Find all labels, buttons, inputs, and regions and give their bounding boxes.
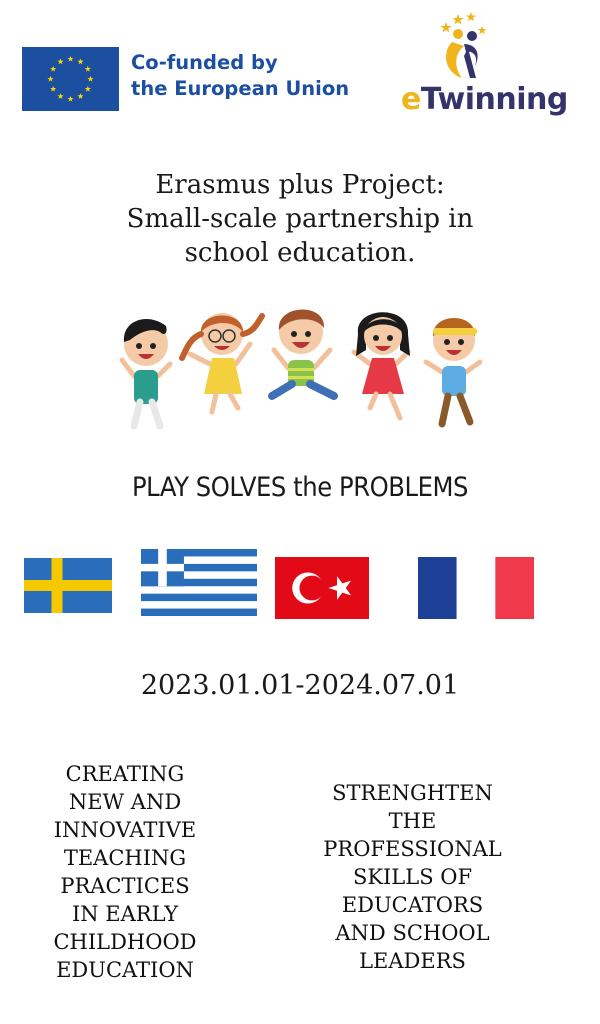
child-4-illustration — [354, 312, 410, 418]
goal-left-line: IN EARLY — [71, 902, 179, 926]
goal-left-line: INNOVATIVE — [53, 818, 197, 842]
title-line-3: school education. — [184, 238, 416, 268]
goal-right-line: LEADERS — [359, 949, 466, 973]
goal-left-line: EDUCATION — [56, 958, 194, 982]
jumping-children-illustration — [108, 298, 493, 438]
title-line-1: Erasmus plus Project: — [155, 170, 445, 200]
goal-right-line: SKILLS OF — [352, 865, 473, 889]
etwinning-logo-icon — [432, 8, 488, 88]
eu-cofunded-text — [131, 50, 349, 102]
goal-right-line: EDUCATORS — [341, 893, 484, 917]
child-2-illustration — [182, 313, 262, 412]
title-line-2: Small-scale partnership in — [126, 204, 474, 234]
child-1-illustration — [122, 319, 170, 426]
goal-left-line: NEW AND — [68, 790, 182, 814]
project-dates: 2023.01.01-2024.07.01 — [140, 670, 460, 701]
goal-left — [20, 760, 230, 984]
etwinning-wordmark — [401, 82, 568, 117]
etwinning-e: e — [401, 82, 421, 117]
turkey-flag-icon — [275, 557, 369, 619]
france-flag-icon — [418, 557, 534, 619]
project-title — [0, 168, 600, 270]
etwinning-rest: Twinning — [420, 82, 568, 117]
goal-right-line: STRENGHTEN — [332, 781, 493, 805]
eu-line-1: Co-funded by — [131, 51, 278, 74]
goal-left-line: TEACHING — [63, 846, 187, 870]
goal-left-line: CHILDHOOD — [53, 930, 197, 954]
goal-right-line: AND SCHOOL — [335, 921, 490, 945]
child-3-illustration — [272, 309, 334, 396]
eu-flag-icon — [22, 47, 119, 111]
slogan-text: PLAY SOLVES the PROBLEMS — [131, 472, 469, 503]
goal-left-line: PRACTICES — [60, 874, 190, 898]
greece-flag-icon — [141, 549, 257, 616]
sweden-flag-icon — [23, 558, 113, 613]
goal-right-line: PROFESSIONAL — [323, 837, 502, 861]
child-5-illustration — [426, 318, 480, 424]
goal-left-line: CREATING — [65, 762, 185, 786]
eu-line-2: the European Union — [131, 77, 350, 100]
goal-right-line: THE — [388, 809, 437, 833]
goal-right — [305, 779, 520, 975]
